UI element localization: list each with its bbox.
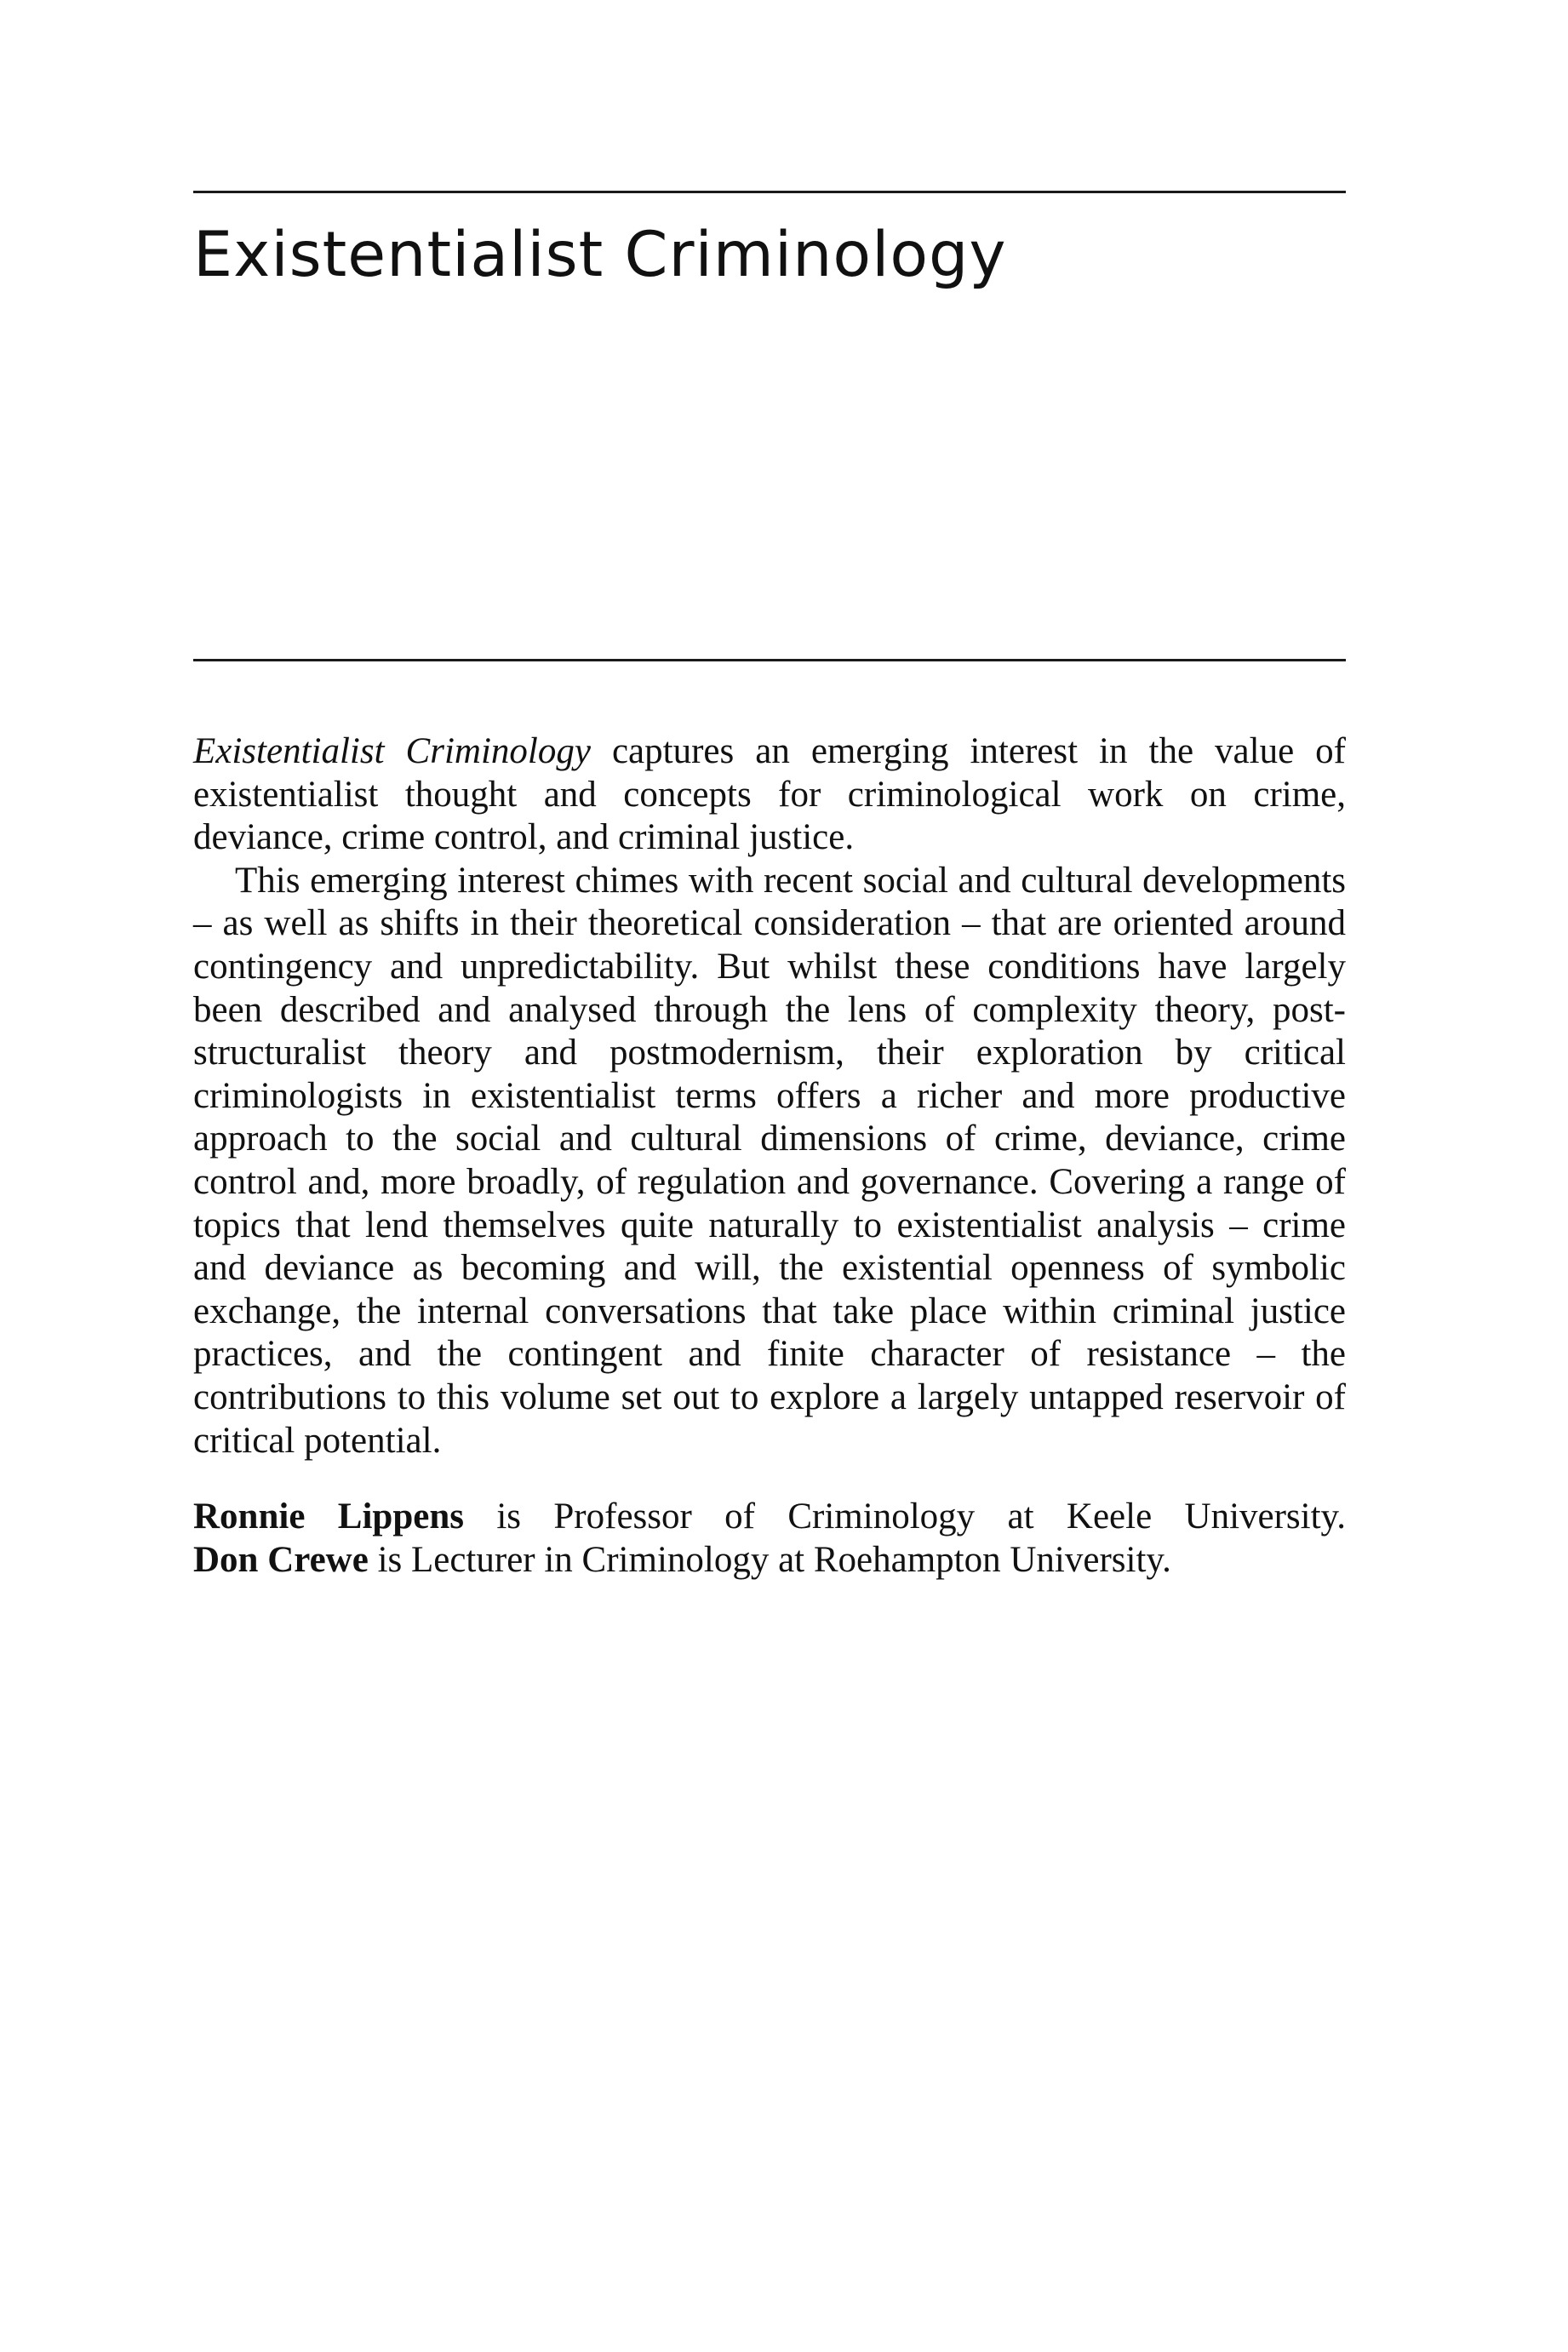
author-bio-2: [193, 1539, 1346, 1582]
author-bio-text: is Professor of Criminology at Keele University.: [496, 1496, 1347, 1537]
author-name: Don Crewe: [193, 1539, 369, 1580]
author-bio-text: is Lecturer in Criminology at Roehampton University.: [377, 1539, 1171, 1580]
description-intro-text: captures an emerging interest in the value of existentialist thought and concepts for criminological work on crime, deviance, crime control, and criminal justice.: [193, 731, 1346, 858]
book-description: [193, 730, 1346, 1462]
author-bios: [193, 1496, 1346, 1582]
author-bio-1: [193, 1496, 1346, 1539]
page-title: Existentialist Criminology: [193, 219, 1007, 291]
description-paragraph-1: [193, 730, 1346, 860]
middle-rule: [193, 659, 1346, 661]
description-paragraph-2: This emerging interest chimes with recent social and cultural developments – as well as shifts in their theoretical consideration – that are oriented around contingency and unpredictability. But whilst these conditions have largely been described and analysed through the lens of complexity theory, post-structuralist theory and postmodernism, their exploration by critical criminologists in existentialist terms offers a richer and more productive approach to the social and cultural dimensions of crime, deviance, crime control and, more broadly, of regulation and governance. Covering a range of topics that lend themselves quite naturally to existentialist analysis – crime and deviance as becoming and will, the existential openness of symbolic exchange, the internal conversations that take place within criminal justice practices, and the contingent and finite character of resistance – the contributions to this volume set out to explore a largely untapped reservoir of critical potential.: [193, 860, 1346, 1461]
book-title-italic: Existentialist Criminology: [193, 731, 591, 771]
top-rule: [193, 191, 1346, 193]
author-name: Ronnie Lippens: [193, 1496, 464, 1537]
